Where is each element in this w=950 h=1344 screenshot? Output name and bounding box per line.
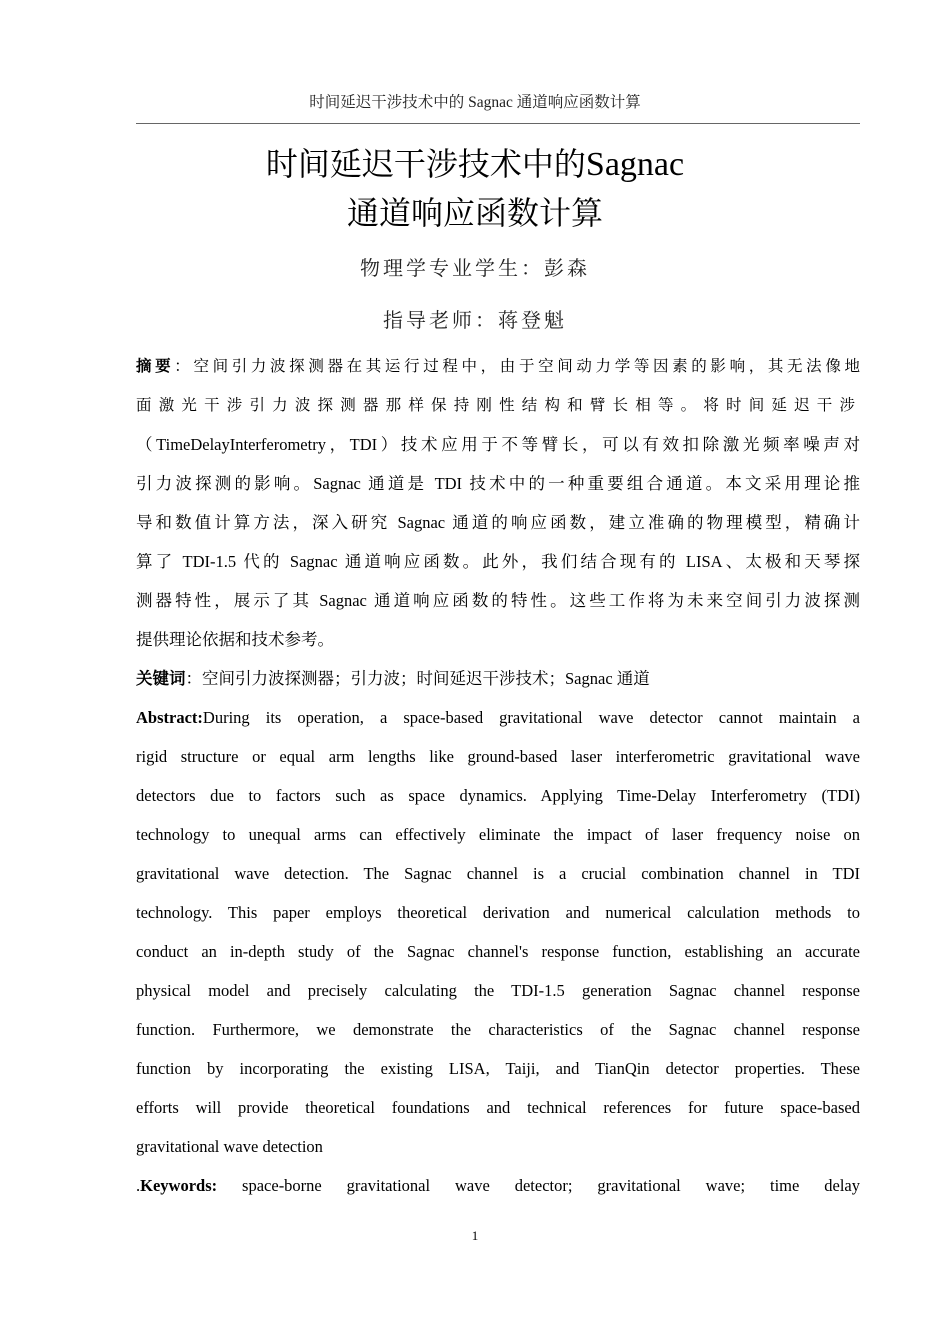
keywords-cn: 关键词：空间引力波探测器；引力波；时间延迟干涉技术；Sagnac 通道: [136, 669, 650, 688]
abstract-cn-line: 测器特性，展示了其 Sagnac 通道响应函数的特性。这些工作将为未来空间引力波探测: [136, 591, 860, 610]
abstract-cn-line: （TimeDelayInterferometry，TDI）技术应用于不等臂长，可以有效扣除激光频率噪声对: [136, 435, 860, 454]
abstract-en-line: function by incorporating the existing LISA, Taiji, and TianQin detector properties. These: [136, 1059, 860, 1078]
keywords-en-label: Keywords:: [140, 1176, 218, 1195]
abstract-en-line: rigid structure or equal arm lengths like ground-based laser interferometric gravitational wave: [136, 747, 860, 766]
page-number: 1: [471, 1228, 479, 1243]
abstract-en-line: function. Furthermore, we demonstrate the characteristics of the Sagnac channel response: [136, 1020, 860, 1039]
author-line: 物理学专业学生：彭森: [360, 256, 590, 280]
running-header: 时间延迟干涉技术中的 Sagnac 通道响应函数计算: [309, 94, 641, 111]
header-divider: [136, 123, 860, 124]
abstract-cn-line: 面激光干涉引力波探测器那样保持刚性结构和臂长相等。将时间延迟干涉: [136, 396, 860, 414]
abstract-en-label: Abstract:: [136, 708, 203, 727]
abstract-en-line: gravitational wave detection: [136, 1137, 323, 1156]
abstract-cn-line: 提供理论依据和技术参考。: [136, 630, 334, 649]
advisor-line: 指导老师：蒋登魁: [383, 308, 567, 332]
abstract-en-line: conduct an in-depth study of the Sagnac channel's response function, establishing an accurate: [136, 942, 860, 961]
abstract-cn-line: 算了 TDI-1.5 代的 Sagnac 通道响应函数。此外，我们结合现有的 LISA、太极和天琴探: [136, 552, 860, 571]
abstract-en-line: Abstract:During its operation, a space-based gravitational wave detector cannot maintain a: [136, 708, 860, 727]
abstract-en-line: technology to unequal arms can effectively eliminate the impact of laser frequency noise on: [136, 825, 860, 844]
page-title: [0, 140, 950, 237]
abstract-en-line: gravitational wave detection. The Sagnac channel is a crucial combination channel in TDI: [136, 864, 860, 883]
abstract-cn-line: 摘要：空间引力波探测器在其运行过程中，由于空间动力学等因素的影响，其无法像地: [136, 357, 860, 375]
abstract-en-line: detectors due to factors such as space dynamics. Applying Time-Delay Interferometry (TDI): [136, 786, 860, 805]
abstract-en-line: technology. This paper employs theoretical derivation and numerical calculation methods to: [136, 903, 860, 922]
abstract-en-line: physical model and precisely calculating the TDI-1.5 generation Sagnac channel response: [136, 981, 860, 1000]
abstract-body: [136, 347, 860, 1205]
abstract-cn-line: 导和数值计算方法，深入研究 Sagnac 通道的响应函数，建立准确的物理模型，精确计: [136, 513, 860, 532]
title-latin: Sagnac: [585, 146, 685, 183]
title-line-1: 时间延迟干涉技术中的Sagnac: [265, 145, 685, 183]
abstract-cn-line: 引力波探测的影响。Sagnac 通道是 TDI 技术中的一种重要组合通道。本文采用理论推: [136, 474, 860, 493]
title-line-2: 通道响应函数计算: [346, 194, 603, 232]
keywords-en: .Keywords: space-borne gravitational wave detector; gravitational wave; time delay: [136, 1176, 860, 1195]
abstract-en-line: efforts will provide theoretical foundations and technical references for future space-based: [136, 1098, 860, 1117]
keywords-cn-label: 关键词: [136, 669, 186, 688]
abstract-cn-label: 摘要: [136, 357, 175, 375]
